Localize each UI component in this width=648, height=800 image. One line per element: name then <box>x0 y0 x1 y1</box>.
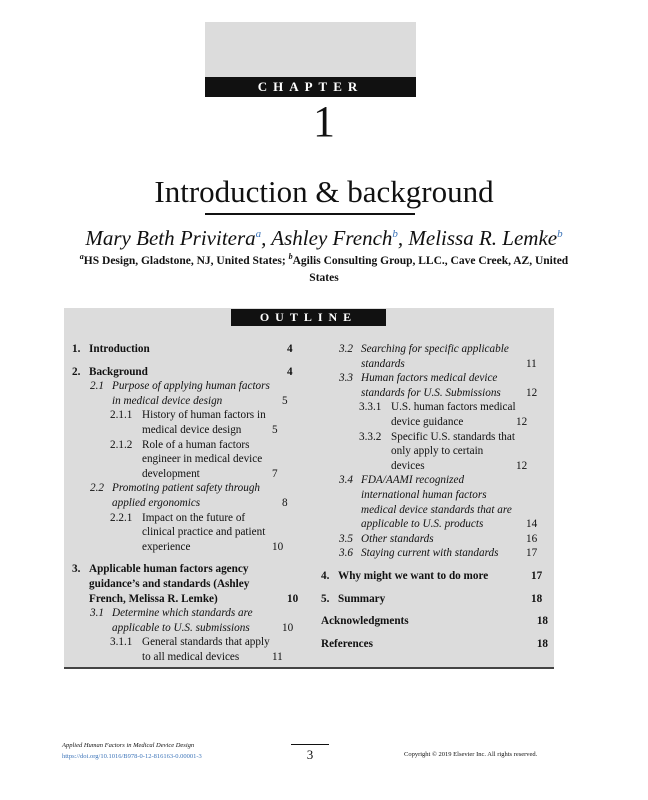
outline-entry-text: Purpose of applying human factors in medical device design <box>112 380 270 407</box>
outline-entry-page: 18 <box>536 637 548 650</box>
author-name: Melissa R. Lemke <box>408 226 558 250</box>
outline-entry-number: 2.2 <box>90 482 104 495</box>
outline-entry-text: General standards that apply to all medical devices <box>142 636 270 663</box>
outline-entry-text: Summary <box>338 592 386 605</box>
outline-entry[interactable]: 3.2 Searching for specific applicable standards 11 <box>339 343 537 370</box>
outline-entry-text: Other standards <box>361 532 434 545</box>
outline-entry-number: 2.1.1 <box>110 409 133 422</box>
outline-entry-text: Introduction <box>89 343 150 355</box>
doi-link[interactable]: https://doi.org/10.1016/B978-0-12-816163-0.00001-3 <box>62 753 202 760</box>
outline-entry-text: History of human factors in medical device design <box>142 409 266 436</box>
outline-entry[interactable]: 2.2.1 Impact on the future of clinical practice and patient experience 10 <box>110 511 284 553</box>
outline-entry-text: Impact on the future of clinical practice and patient experience <box>142 511 266 553</box>
outline-entry-number: 2.1.2 <box>110 438 133 451</box>
outline-entry-text: FDA/AAMI recognized international human factors medical device standards that are applicable to U.S. products <box>361 474 512 531</box>
outline-entry-text: Determine which standards are applicable to U.S. submissions <box>112 607 253 634</box>
outline-entry[interactable]: 3.1.1 General standards that apply to all medical devices 11 <box>110 636 283 663</box>
outline-entry[interactable]: 3.1 Determine which standards are applicable to U.S. submissions 10 <box>90 607 294 634</box>
outline-entry-text: Applicable human factors agency guidance’s and standards (Ashley French, Melissa R. Lemke) <box>89 563 250 605</box>
chapter-title: Introduction & background <box>154 174 494 209</box>
outline-entry[interactable]: 2. Background 4 <box>72 365 293 378</box>
copyright-notice: Copyright © 2019 Elsevier Inc. All rights reserved. <box>404 751 538 758</box>
outline-entry[interactable]: 3.3.2 Specific U.S. standards that only apply to certain devices 12 <box>359 430 528 472</box>
outline-entry-number: 2. <box>72 365 81 378</box>
outline-entry-text: Role of a human factors engineer in medical device development <box>142 438 263 480</box>
outline-entry[interactable] <box>321 637 548 652</box>
outline-entry[interactable]: 2.1.2 Role of a human factors engineer in medical device development 7 <box>110 438 278 480</box>
outline-entry[interactable]: 1. Introduction 4 <box>72 343 293 355</box>
outline-entry-text: Specific U.S. standards that only apply to certain devices <box>391 430 515 472</box>
outline-entry-number: 3.3 <box>339 372 353 385</box>
author-list: Mary Beth Privitera$^a$, Ashley French$^b$, Melissa R. Lemke$^b$ <box>85 226 563 250</box>
outline-entry-number: 4. <box>321 569 330 582</box>
outline-entry-number: 3.6 <box>339 547 353 560</box>
author-affil-mark: b <box>392 228 398 240</box>
book-title: Applied Human Factors in Medical Device Design <box>62 742 195 749</box>
outline-entry-number: 3.3.2 <box>359 430 382 443</box>
outline-entry[interactable]: 3.6 Staying current with standards 17 <box>339 547 538 560</box>
author-name: Ashley French <box>271 226 393 250</box>
outline-entry-number: 1. <box>72 343 81 355</box>
author-name: Mary Beth Privitera <box>85 226 256 250</box>
outline-label: OUTLINE <box>231 309 386 326</box>
outline-entry[interactable]: 5. Summary 18 <box>321 592 543 605</box>
outline-entry[interactable]: 3. Applicable human factors agency guidance’s and standards (Ashley French, Melissa R. Lemke) 10 <box>72 563 299 605</box>
outline-entry[interactable] <box>321 614 548 629</box>
author-affil-mark: a <box>255 228 262 240</box>
outline-entry-number: 3.1.1 <box>110 636 133 649</box>
outline-entry-number: 3.4 <box>339 474 353 487</box>
outline-entry[interactable]: 3.5 Other standards 16 <box>339 532 538 545</box>
outline-entry-number: 3. <box>72 563 81 576</box>
outline-entry-text: References <box>321 637 373 650</box>
outline-entry[interactable]: 3.3.1 U.S. human factors medical device guidance 12 <box>359 401 528 428</box>
outline-entry[interactable]: 4. Why might we want to do more 17 <box>321 569 543 582</box>
footer-divider <box>291 744 329 745</box>
outline-entry-number: 5. <box>321 592 330 605</box>
page-number: 3 <box>306 747 314 762</box>
outline-entry[interactable]: 3.4 FDA/AAMI recognized international human factors medical device standards that are applicable to U.S. products 14 <box>339 474 538 531</box>
footer-citation <box>62 740 202 762</box>
outline-entry[interactable]: 2.1.1 History of human factors in medical device design 5 <box>110 409 278 436</box>
outline-column-right <box>321 342 548 651</box>
outline-entry-number: 3.2 <box>339 343 353 355</box>
outline-entry-text: U.S. human factors medical device guidance <box>391 401 516 428</box>
outline-entry-text: Searching for specific applicable standards <box>361 343 509 370</box>
outline-entry-number: 2.1 <box>90 380 104 393</box>
outline-entry-page: 18 <box>536 615 548 628</box>
outline-entry-number: 3.3.1 <box>359 401 382 414</box>
outline-entry-number: 3.1 <box>90 607 104 620</box>
chapter-label: CHAPTER <box>205 77 416 97</box>
outline-entry-text: Human factors medical device standards for U.S. Submissions <box>361 372 501 399</box>
outline-entry-text: Acknowledgments <box>321 615 409 628</box>
title-divider <box>205 213 415 215</box>
author-affil-mark: b <box>557 228 563 240</box>
outline-column-left <box>72 342 304 664</box>
outline-entry[interactable]: 2.1 Purpose of applying human factors in medical device design 5 <box>90 380 288 407</box>
outline-entry-text: Why might we want to do more <box>338 569 489 582</box>
outline-entry-text: Staying current with standards <box>361 547 499 560</box>
outline-entry-text: Promoting patient safety through applied ergonomics <box>112 482 261 509</box>
outline-entry-text: Background <box>89 365 148 378</box>
outline-entry[interactable]: 3.3 Human factors medical device standards for U.S. Submissions 12 <box>339 372 538 399</box>
outline-entry-number: 3.5 <box>339 532 353 545</box>
chapter-header-box <box>205 22 416 97</box>
chapter-number: 1 <box>313 97 335 146</box>
outline-entry[interactable]: 2.2 Promoting patient safety through applied ergonomics 8 <box>90 482 288 509</box>
outline-entry-number: 2.2.1 <box>110 511 133 524</box>
affiliations: $^a$HS Design, Gladstone, NJ, United States; $^b$Agilis Consulting Group, LLC., Cave Creek, AZ, United States <box>79 252 569 284</box>
